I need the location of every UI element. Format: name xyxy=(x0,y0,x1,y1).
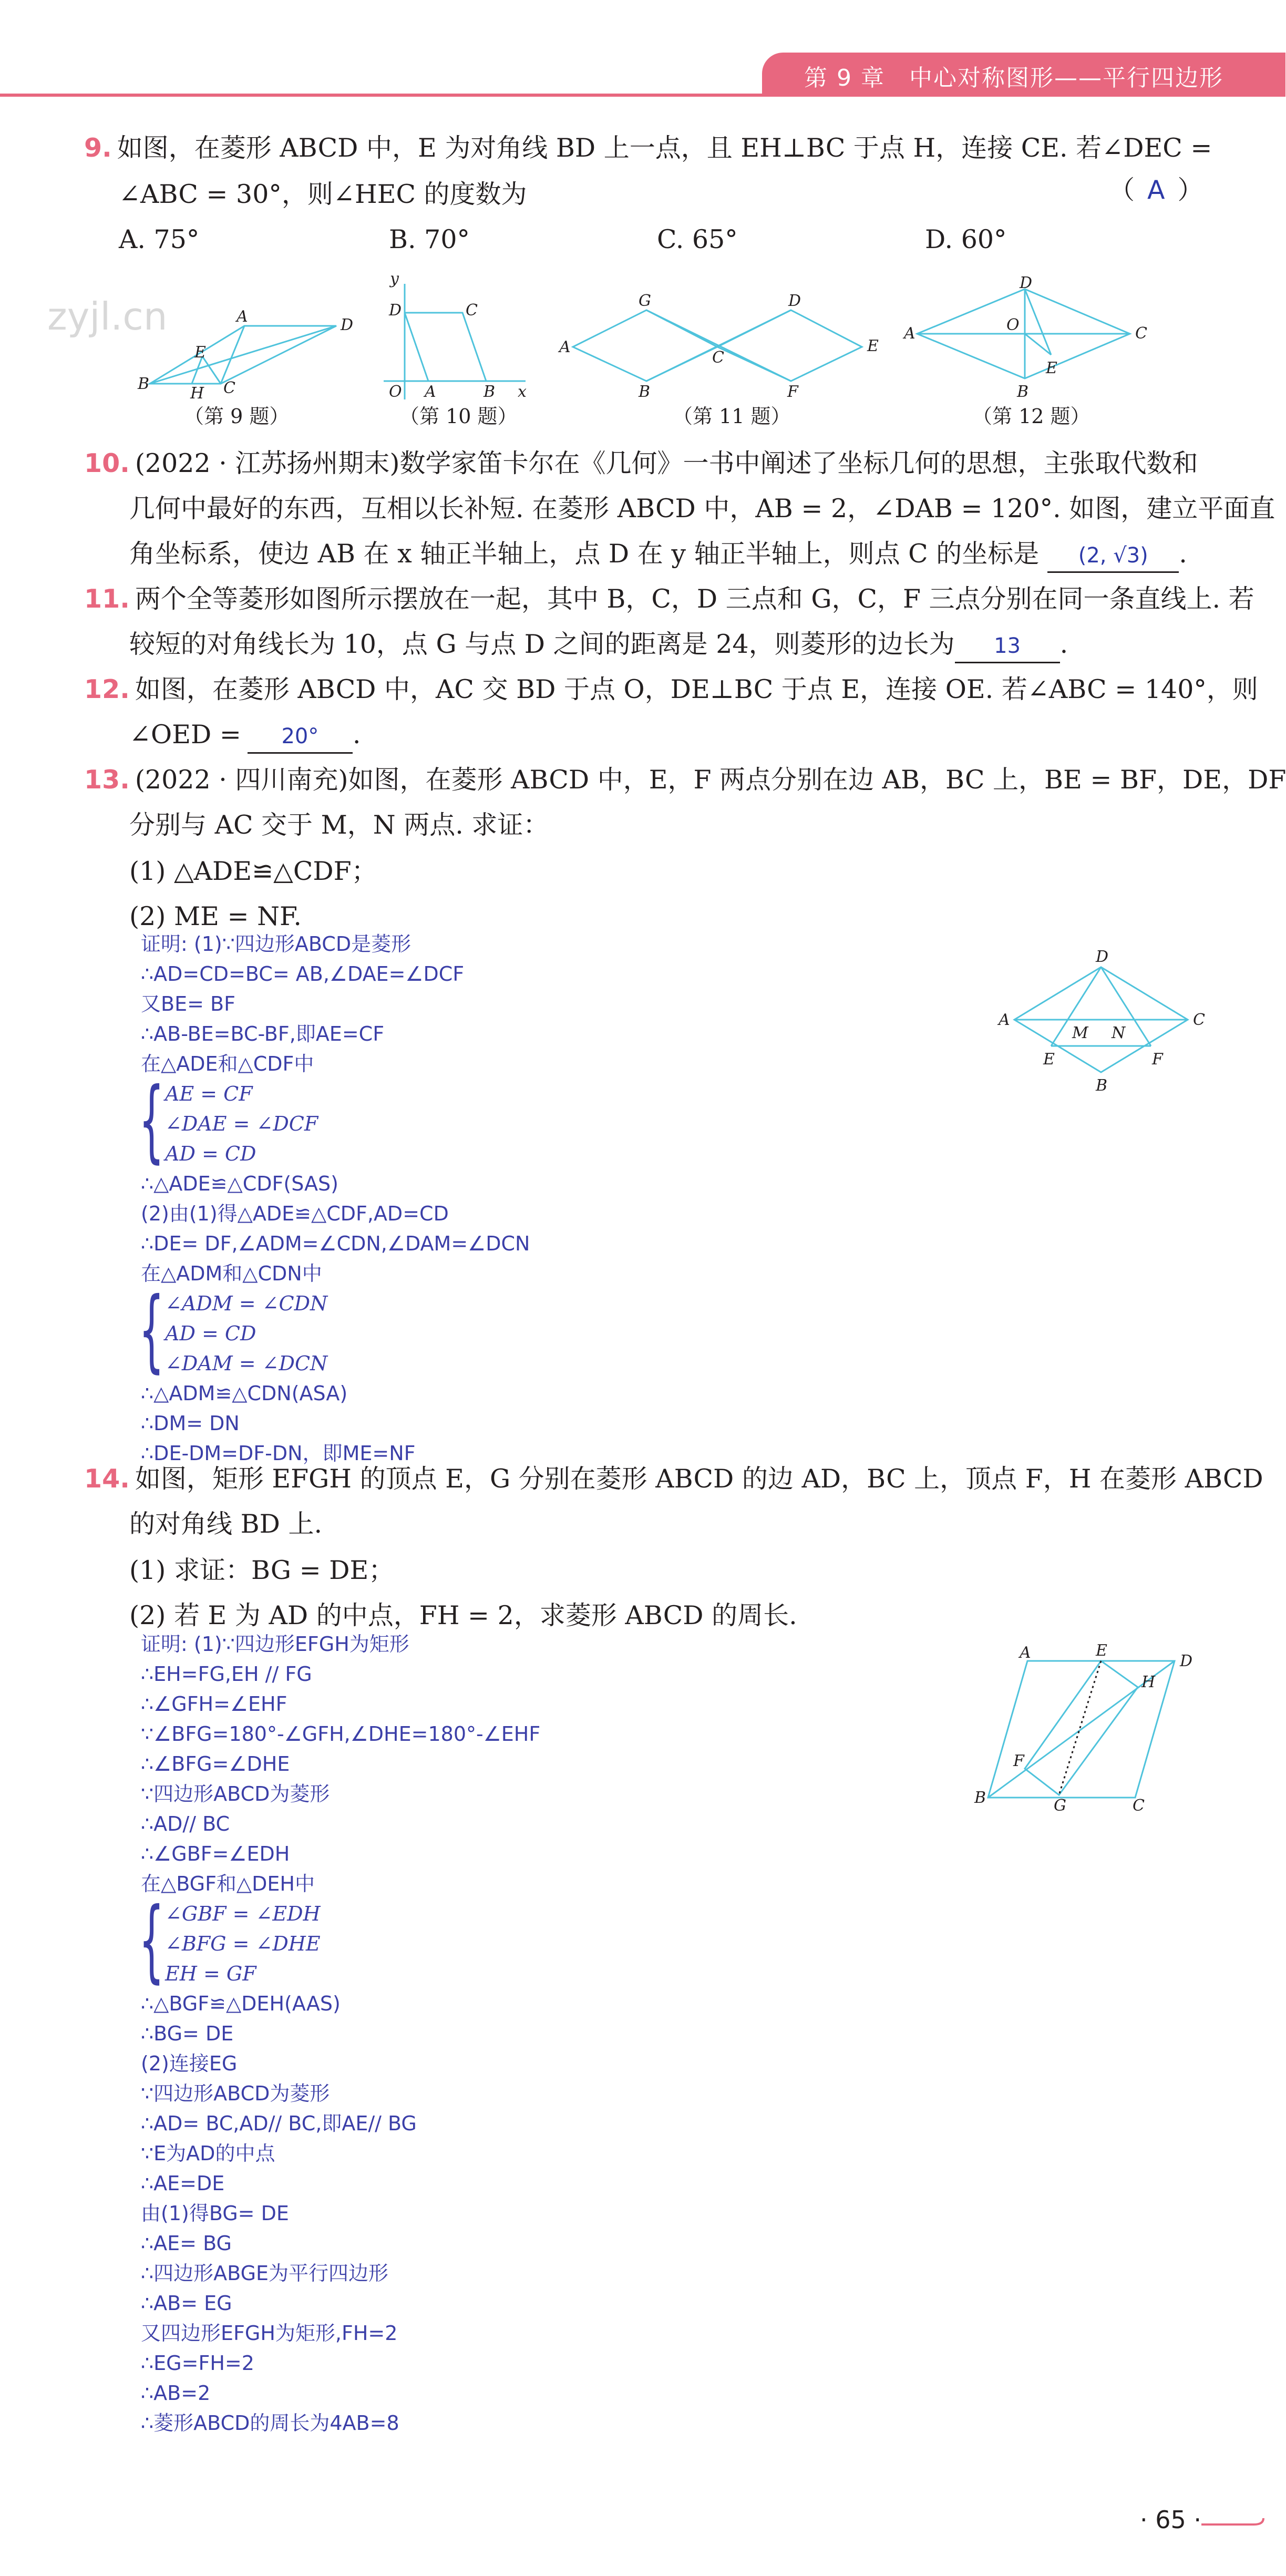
fig14-label-f: F xyxy=(1013,1752,1024,1770)
fig13-label-m: M xyxy=(1072,1024,1088,1042)
q13-brace-system-2: { ∠ADM = ∠CDN AD = CD ∠DAM = ∠DCN xyxy=(139,1278,328,1382)
fig13-label-e: E xyxy=(1043,1050,1055,1069)
chapter-title: 第 9 章 中心对称图形——平行四边形 xyxy=(804,65,1223,91)
q13-part1: (1) △ADE≌△CDF； xyxy=(129,856,377,886)
fig11-label-f: F xyxy=(787,383,798,401)
fig13-label-n: N xyxy=(1112,1024,1126,1042)
fig12-label-b: B xyxy=(1017,383,1029,401)
fig14-label-g: G xyxy=(1054,1797,1066,1815)
fig14-label-b: B xyxy=(974,1789,986,1807)
fig14-label-d: D xyxy=(1180,1652,1193,1670)
fig13-label-d: D xyxy=(1096,948,1109,966)
fig9-label-d: D xyxy=(341,316,354,334)
q14-part2: (2) 若 E 为 AD 的中点，FH = 2，求菱形 ABCD 的周长. xyxy=(129,1600,797,1630)
fig14-label-h: H xyxy=(1141,1673,1156,1691)
figure-9-labels xyxy=(137,307,353,403)
caption-fig12: （第 12 题） xyxy=(972,405,1090,428)
q11-line2: 较短的对角线长为 10，点 G 与点 D 之间的距离是 24，则菱形的边长为 13 . xyxy=(129,621,1068,668)
q9-line2: ∠ABC = 30°，则∠HEC 的度数为 xyxy=(119,179,527,209)
fig11-label-a: A xyxy=(559,338,571,356)
figure-12 xyxy=(917,289,1130,378)
q13-line2: 分别与 AC 交于 M，N 两点. 求证： xyxy=(129,810,549,840)
q9-option-d: D. 60° xyxy=(925,224,1007,254)
caption-fig10: （第 10 题） xyxy=(399,405,518,428)
figure-10 xyxy=(384,284,526,399)
q9-answer: A xyxy=(1147,175,1165,205)
q10-line1: 10. (2022 · 江苏扬州期末)数学家笛卡尔在《几何》一书中阐述了坐标几何的思想，主张取代数和 xyxy=(84,448,1198,478)
fig10-label-d: D xyxy=(389,301,402,320)
q9-number: 9. xyxy=(84,133,112,163)
fig9-label-a: A xyxy=(236,307,248,326)
q9-answer-box: （ A ） xyxy=(1109,175,1203,205)
q14-proof: 证明: (1)∵四边形EFGH为矩形 ∴EH=FG,EH // FG ∴∠GFH=∠EHF ∵∠BFG=180°-∠GFH,∠DHE=180°-∠EHF ∴∠BFG=∠DHE ∵四边形ABCD为菱形 ∴AD// BC ∴∠GBF=∠EDH 在△BGF和△DEH中 { ∠GBF = ∠EDH ∠BFG = ∠DHE EH = GF ∴△BGF≌△DEH(AAS) ∴BG= DE (2)连接EG ∵四边形ABCD为菱形 ∴AD= BC,AD// BC,即AE// BG ∵E为AD的中点 ∴AE=DE 由(1)得BG= DE ∴AE= BG ∴四边形ABGE为平行四边形 ∴AB= EG 又四边形EFGH为矩形,FH=2 ∴EG=FH=2 ∴AB=2 ∴菱形ABCD的周长为4AB=8 xyxy=(139,1633,541,2435)
q11-line1: 11. 两个全等菱形如图所示摆放在一起，其中 B，C，D 三点和 G，C，F 三点分别在同一条直线上. 若 xyxy=(84,584,1254,614)
fig9-label-h: H xyxy=(190,384,204,403)
figure-14 xyxy=(967,1635,1219,1813)
q9-option-b: B. 70° xyxy=(389,224,470,254)
fig11-label-b: B xyxy=(639,383,651,401)
page-number-arrow-icon xyxy=(1201,2514,1264,2535)
fig9-label-b: B xyxy=(138,375,150,393)
figure-13 xyxy=(988,941,1219,1099)
q12-line1: 12. 如图，在菱形 ABCD 中，AC 交 BD 于点 O，DE⊥BC 于点 E，连接 OE. 若∠ABC = 140°，则 xyxy=(84,674,1258,704)
fig9-label-c: C xyxy=(223,379,235,397)
q10-answer: (2, √3) xyxy=(1078,543,1148,568)
watermark: zyjl.cn xyxy=(47,294,168,338)
fig12-label-e: E xyxy=(1046,359,1057,377)
caption-fig9: （第 9 题） xyxy=(184,405,290,428)
q14-part1: (1) 求证：BG = DE； xyxy=(129,1555,395,1585)
figure-9 xyxy=(150,326,336,384)
q13-proof: 证明: (1)∵四边形ABCD是菱形 ∴AD=CD=BC= AB,∠DAE=∠DCF 又BE= BF ∴AB-BE=BC-BF,即AE=CF 在△ADE和△CDF中 { AE = CF ∠DAE = ∠DCF AD = CD ∴△ADE≌△CDF(SAS) (2)由(1)得△ADE≌△CDF,AD=CD ∴DE= DF,∠ADM=∠CDN,∠DAM=∠DCN 在△ADM和△CDN中 { ∠ADM = ∠CDN AD = CD ∠DAM = ∠DCN ∴△ADM≌△CDN(ASA) ∴DM= DN ∴DE-DM=DF-DN，即ME=NF xyxy=(139,932,530,1465)
fig12-label-c: C xyxy=(1135,324,1147,343)
figure-11 xyxy=(573,310,862,381)
fig10-label-y: y xyxy=(390,270,399,288)
q13-brace-system-1: { AE = CF ∠DAE = ∠DCF AD = CD xyxy=(139,1069,318,1173)
caption-fig11: （第 11 题） xyxy=(673,405,791,428)
q14-line2: 的对角线 BD 上. xyxy=(129,1509,323,1539)
fig12-label-a: A xyxy=(904,324,915,343)
fig13-label-b: B xyxy=(1096,1076,1108,1095)
q13-part2: (2) ME = NF. xyxy=(129,901,302,931)
fig11-label-g: G xyxy=(639,292,651,310)
q14-line1: 14. 如图，矩形 EFGH 的顶点 E，G 分别在菱形 ABCD 的边 AD，BC 上，顶点 F，H 在菱形 ABCD xyxy=(84,1464,1263,1494)
q10-line3: 角坐标系，使边 AB 在 x 轴正半轴上，点 D 在 y 轴正半轴上，则点 C 的坐标是 (2, √3) . xyxy=(129,531,1187,577)
fig11-label-e: E xyxy=(867,337,879,355)
figures-row xyxy=(0,263,1285,428)
fig11-label-c: C xyxy=(712,348,724,367)
q10-line2: 几何中最好的东西，互相以长补短. 在菱形 ABCD 中，AB = 2，∠DAB = 120°. 如图，建立平面直 xyxy=(129,494,1275,524)
fig10-label-o: O xyxy=(389,383,402,401)
fig13-label-c: C xyxy=(1193,1011,1205,1029)
fig9-label-e: E xyxy=(194,343,206,362)
fig11-label-d: D xyxy=(788,292,801,310)
q14-brace-system: { ∠GBF = ∠EDH ∠BFG = ∠DHE EH = GF xyxy=(139,1889,321,1993)
q11-answer: 13 xyxy=(994,634,1021,658)
q13-line1: 13. (2022 · 四川南充)如图，在菱形 ABCD 中，E，F 两点分别在边 AB，BC 上，BE = BF，DE，DF xyxy=(84,765,1286,795)
q9-option-a: A. 75° xyxy=(119,224,200,254)
fig13-label-f: F xyxy=(1152,1050,1163,1069)
fig14-label-c: C xyxy=(1133,1797,1145,1815)
fig13-label-a: A xyxy=(999,1011,1010,1029)
q9-line1: 9. 如图，在菱形 ABCD 中，E 为对角线 BD 上一点，且 EH⊥BC 于点 H，连接 CE. 若∠DEC = xyxy=(84,133,1212,163)
fig10-label-c: C xyxy=(466,301,478,320)
fig14-label-a: A xyxy=(1020,1644,1031,1662)
fig12-label-o: O xyxy=(1006,316,1020,334)
fig10-label-b: B xyxy=(483,383,496,401)
fig10-label-a: A xyxy=(425,383,436,401)
q12-answer: 20° xyxy=(281,724,319,748)
page-number: · 65 · xyxy=(1139,2506,1201,2534)
fig12-label-d: D xyxy=(1020,274,1033,292)
q9-option-c: C. 65° xyxy=(657,224,738,254)
fig10-label-x: x xyxy=(518,383,527,401)
q12-line2: ∠OED = 20° . xyxy=(129,712,361,758)
fig14-label-e: E xyxy=(1096,1641,1107,1660)
